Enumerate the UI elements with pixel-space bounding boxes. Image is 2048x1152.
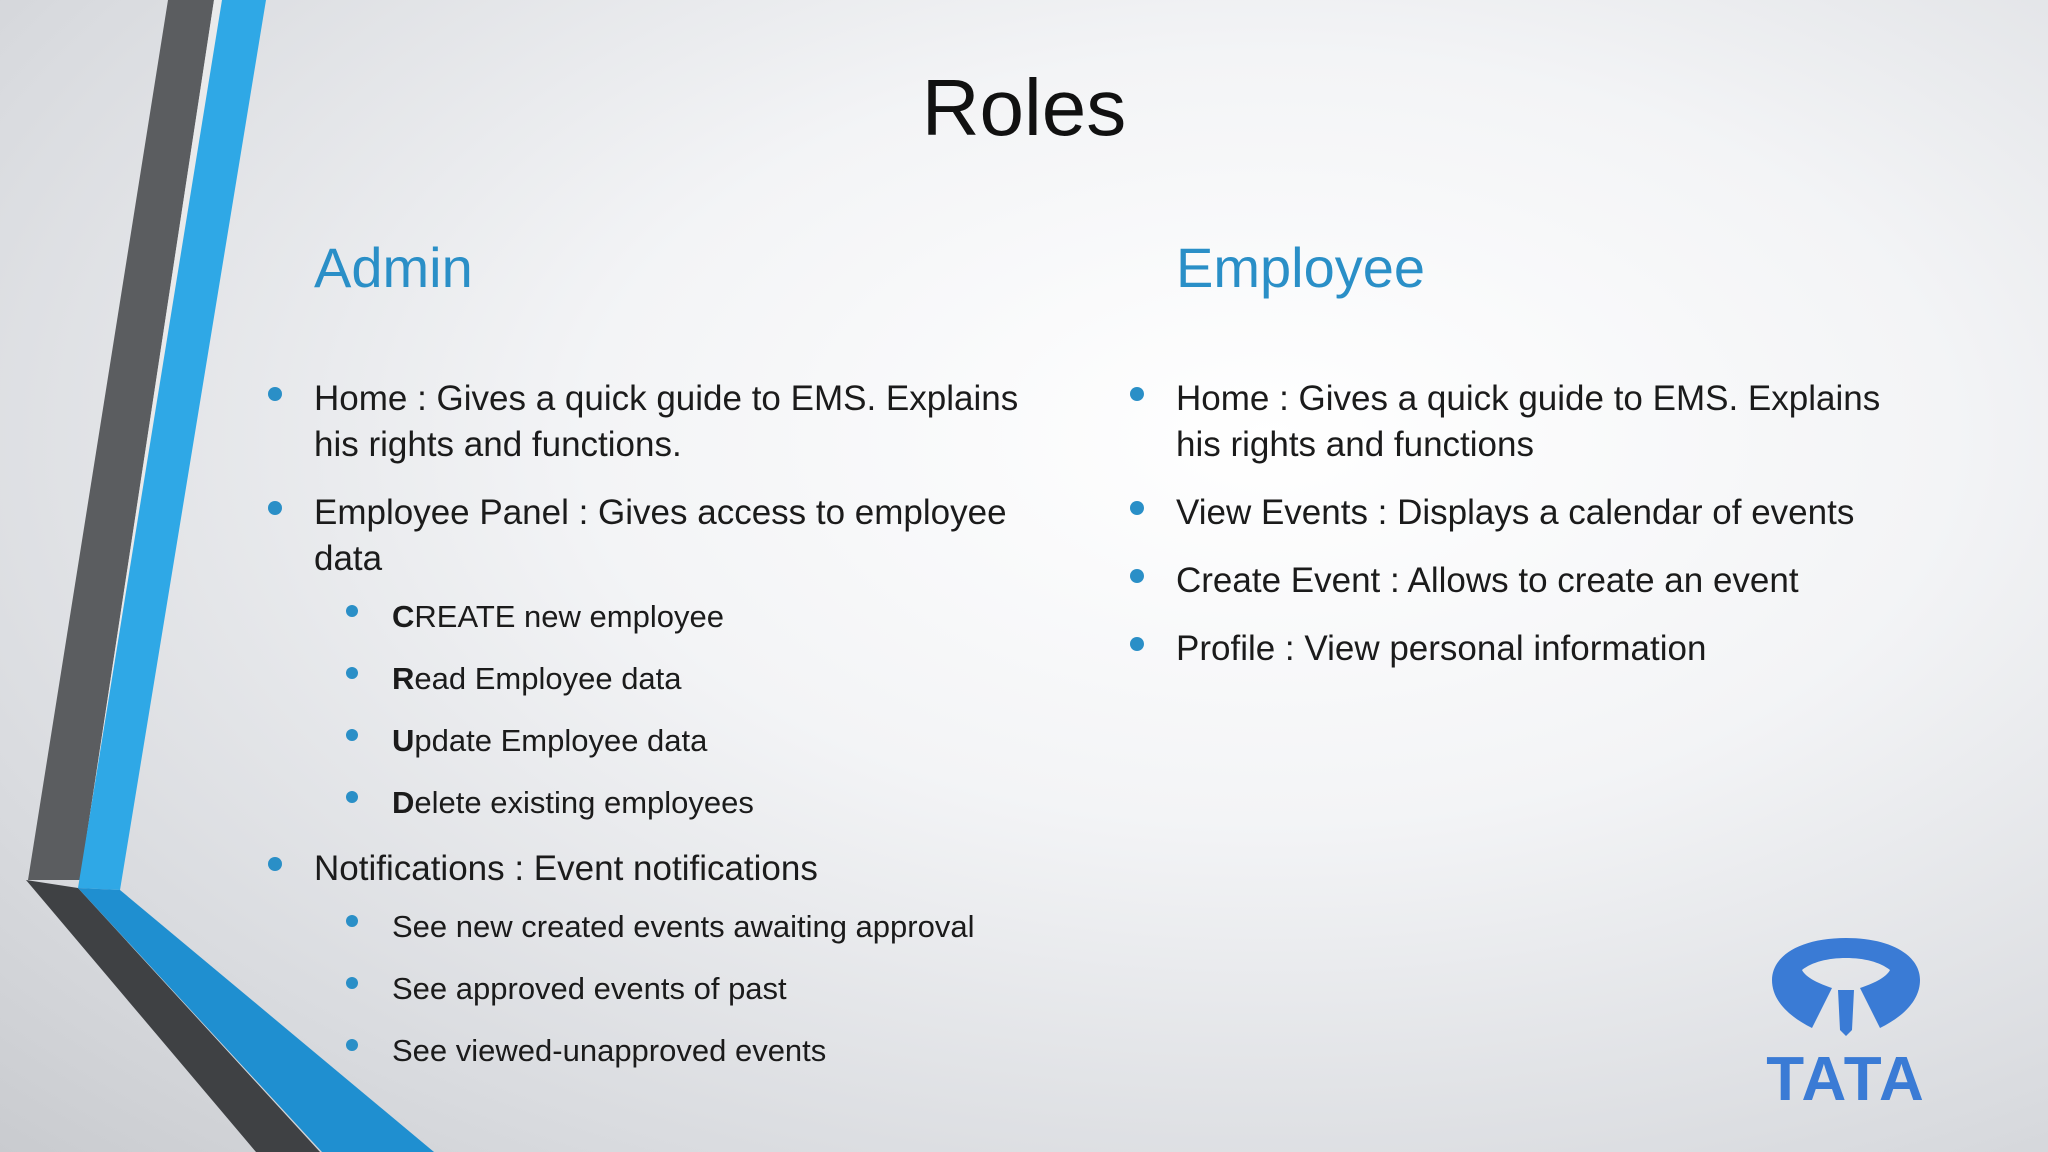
bullet-icon xyxy=(1130,501,1144,515)
list-item xyxy=(262,906,1052,948)
bullet-icon xyxy=(1130,387,1144,401)
list-item xyxy=(1124,626,1924,672)
bullet-icon xyxy=(346,667,358,679)
list-item xyxy=(262,1030,1052,1072)
list-item xyxy=(262,658,1052,700)
bullet-icon xyxy=(268,501,282,515)
list-item xyxy=(262,846,1052,1072)
admin-item-home: Home : Gives a quick guide to EMS. Explains his rights and functions. xyxy=(314,379,1019,464)
slide-title: Roles xyxy=(921,63,1127,152)
employee-item-create-event: Create Event : Allows to create an event xyxy=(1176,561,1799,600)
bullet-icon xyxy=(346,977,358,989)
bullet-icon xyxy=(1130,637,1144,651)
list-item xyxy=(262,782,1052,824)
admin-item-notifications: Notifications : Event notifications xyxy=(314,849,818,888)
list-item xyxy=(1124,558,1924,604)
list-item xyxy=(262,720,1052,762)
crud-letter: R xyxy=(392,661,415,696)
employee-column xyxy=(1124,232,1924,694)
bullet-icon xyxy=(268,857,282,871)
bullet-icon xyxy=(346,729,358,741)
crud-text: ead Employee data xyxy=(414,661,682,696)
logo-emblem xyxy=(1772,938,1920,1036)
admin-item-employee-panel: Employee Panel : Gives access to employee data xyxy=(314,493,1007,578)
list-item xyxy=(1124,490,1924,536)
crud-text: pdate Employee data xyxy=(414,723,708,758)
bullet-icon xyxy=(346,915,358,927)
crud-letter: C xyxy=(392,599,415,634)
employee-heading: Employee xyxy=(1176,236,1426,299)
bullet-icon xyxy=(346,1039,358,1051)
bullet-icon xyxy=(346,791,358,803)
employee-item-profile: Profile : View personal information xyxy=(1176,629,1707,668)
admin-heading: Admin xyxy=(314,236,473,299)
notification-text: See new created events awaiting approval xyxy=(392,909,975,944)
employee-list xyxy=(1124,376,1924,672)
admin-column xyxy=(262,232,1052,1094)
bullet-icon xyxy=(346,605,358,617)
notifications-list xyxy=(314,906,1052,1072)
notification-text: See approved events of past xyxy=(392,971,787,1006)
logo-wordmark: TATA xyxy=(1766,1045,1926,1106)
bullet-icon xyxy=(1130,569,1144,583)
list-item xyxy=(262,596,1052,638)
list-item xyxy=(262,490,1052,824)
list-item xyxy=(1124,376,1924,468)
crud-list xyxy=(314,596,1052,824)
list-item xyxy=(262,968,1052,1010)
crud-letter: D xyxy=(392,785,415,820)
admin-list xyxy=(262,376,1052,1072)
employee-item-home: Home : Gives a quick guide to EMS. Explains his rights and functions xyxy=(1176,379,1881,464)
list-item xyxy=(262,376,1052,468)
bullet-icon xyxy=(268,387,282,401)
notification-text: See viewed-unapproved events xyxy=(392,1033,827,1068)
crud-letter: U xyxy=(392,723,415,758)
employee-item-view-events: View Events : Displays a calendar of events xyxy=(1176,493,1855,532)
tata-logo-icon xyxy=(1748,934,1944,1106)
crud-text: elete existing employees xyxy=(414,785,754,820)
crud-text: REATE new employee xyxy=(414,599,724,634)
